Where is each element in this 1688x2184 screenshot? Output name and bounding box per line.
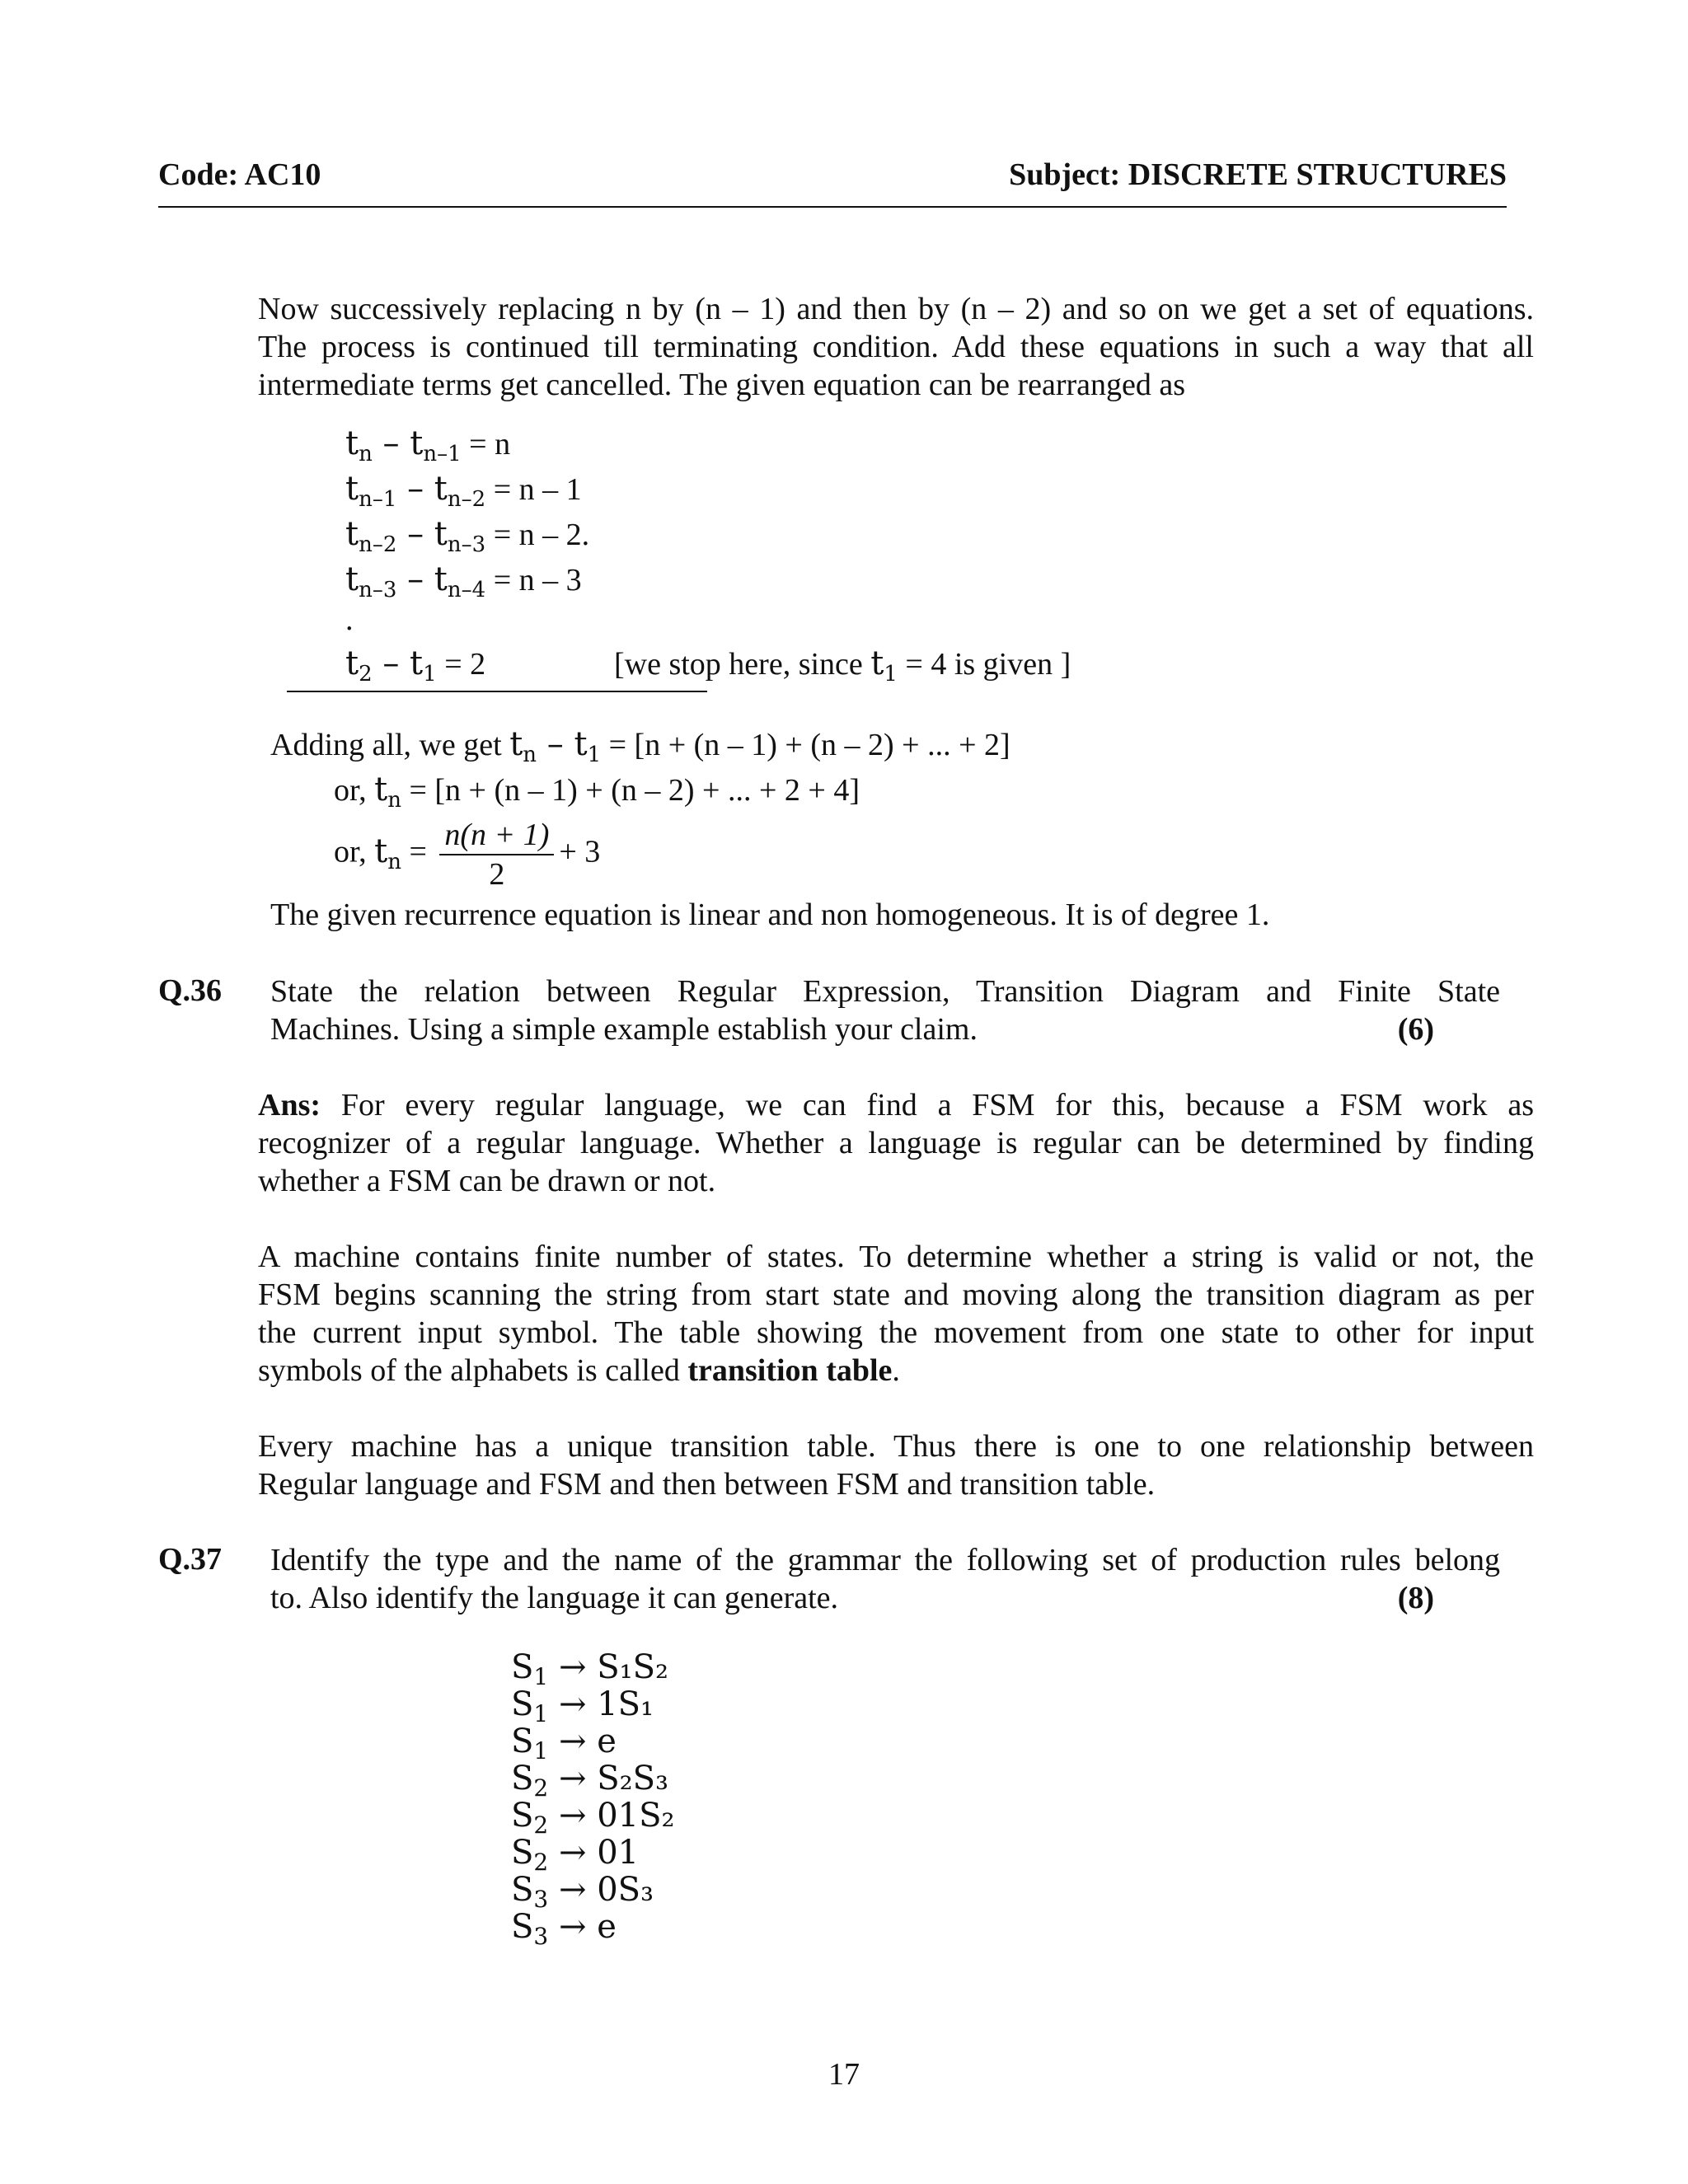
fraction-denominator: 2 [489, 857, 505, 892]
production-rhs: e [597, 1908, 617, 1946]
or-line-2: or, $t_n$ = $\frac{n(n + 1)}{2}$ + 3 [334, 818, 601, 892]
answer-paragraph-2 [258, 1238, 1534, 1390]
production-rhs: 01 [597, 1834, 640, 1872]
question-36-text [270, 972, 1500, 1048]
answer-text: . [892, 1353, 900, 1388]
intro-line: Now successively replacing n by (n – 1) and then by (n – 2) and so on we get a set of equations. [258, 292, 1534, 326]
question-line: Machines. Using a simple example establish your claim. [270, 1012, 978, 1047]
production-rule: $S_3 \to 0S_3$ [511, 1871, 654, 1913]
answer-line: Every machine has a unique transition table. Thus there is one to one relationship between [258, 1429, 1534, 1464]
lhs-index: 2 [533, 1849, 549, 1876]
header-code: Code: AC10 [158, 157, 321, 192]
fraction [439, 816, 554, 893]
intro-paragraph [258, 290, 1534, 404]
equation-rhs: = n – 3 [493, 563, 582, 598]
question-number: Q.37 [158, 1542, 223, 1577]
answer-line: whether a FSM can be drawn or not. [258, 1164, 716, 1198]
adding-rhs: = [n + (n – 1) + (n – 2) + ... + 2] [601, 728, 1010, 762]
answer-line: FSM begins scanning the string from start state and moving along the transition diagram as per [258, 1277, 1534, 1312]
lhs-index: 1 [533, 1663, 549, 1690]
production-rule: $S_2 \to S_2S_3$ [511, 1760, 669, 1802]
equation-rhs: = n [469, 427, 511, 462]
lhs-index: 2 [533, 1811, 549, 1839]
production-rhs: 0S₃ [597, 1871, 654, 1909]
question-37-text [270, 1541, 1500, 1617]
sum-line [287, 691, 707, 692]
or-prefix: or, [334, 834, 375, 869]
equation-rhs: = n – 1 [493, 472, 582, 507]
production-rule: $S_1 \to 1S_1$ [511, 1685, 654, 1727]
adding-prefix: Adding all, we get [270, 728, 510, 762]
or-rhs: = [n + (n – 1) + (n – 2) + ... + 2 + 4] [401, 773, 860, 808]
fraction-tail: + 3 [559, 834, 601, 869]
question-line: Identify the type and the name of the grammar the following set of production rules belong [270, 1543, 1500, 1577]
equation-2: $t_{n-1} - t_{n-2} = n - 1$ [345, 470, 582, 512]
lhs-index: 3 [533, 1923, 549, 1950]
production-rhs: 01S₂ [597, 1797, 675, 1835]
question-marks: (6) [1397, 1012, 1434, 1047]
question-line: to. Also identify the language it can generate. [270, 1581, 839, 1615]
answer-line: A machine contains finite number of states. To determine whether a string is valid or not, the [258, 1240, 1534, 1274]
intro-line: The process is continued till terminating condition. Add these equations in such a way that all [258, 330, 1534, 364]
or-prefix: or, [334, 773, 375, 808]
note-end: = 4 is given ] [897, 647, 1071, 682]
page-number: 17 [828, 2057, 860, 2092]
equation-rhs: = n – 2. [493, 518, 590, 552]
production-rhs: e [597, 1722, 617, 1760]
equation-5: $t_2 - t_1 = 2$ [345, 644, 486, 687]
production-rhs: S₂S₃ [597, 1760, 669, 1797]
intro-line: intermediate terms get cancelled. The given equation can be rearranged as [258, 368, 1186, 402]
lhs-index: 3 [533, 1886, 549, 1913]
question-number: Q.36 [158, 973, 223, 1008]
answer-line: recognizer of a regular language. Whether a language is regular can be determined by finding [258, 1126, 1534, 1160]
equation-ellipsis: . [345, 602, 354, 637]
equation-note: [we stop here, since $t_1 = 4$ is given ] [614, 644, 1071, 687]
equation-3: $t_{n-2} - t_{n-3} = n - 2$. [345, 515, 590, 557]
equation-1: $t_n - t_{n-1} = n$ [345, 424, 511, 466]
lhs-index: 1 [533, 1737, 549, 1765]
answer-label: Ans: [258, 1088, 321, 1122]
production-rhs: 1S₁ [597, 1685, 654, 1723]
answer-paragraph-3 [258, 1427, 1534, 1503]
answer-line: the current input symbol. The table showing the movement from one state to other for input [258, 1315, 1534, 1350]
transition-table-term: transition table [687, 1353, 893, 1388]
equation-4: $t_{n-3} - t_{n-4} = n - 3$ [345, 560, 582, 602]
fraction-numerator: n(n + 1) [439, 816, 554, 855]
answer-line: Regular language and FSM and then between FSM and transition table. [258, 1467, 1156, 1502]
answer-text: symbols of the alphabets is called [258, 1353, 688, 1388]
production-rule: $S_2 \to 01$ [511, 1834, 640, 1876]
question-marks: (8) [1397, 1581, 1434, 1615]
adding-all-line: Adding all, we get $t_n - t_1 = [n + (n - 1) + (n - 2)$ + ... + 2] [270, 725, 1010, 767]
or-equals: = [401, 834, 427, 869]
equation-rhs: = 2 [444, 647, 486, 682]
lhs-index: 2 [533, 1774, 549, 1802]
note-start: [we stop here, since [614, 647, 871, 682]
or-line-1: or, $t_n = [n + (n - 1) + (n - 2)$ + ... + 2 + 4] [334, 771, 860, 813]
production-rule: $S_1 \to e$ [511, 1722, 617, 1765]
answer-text: For every regular language, we can find a FSM for this, because a FSM work as [321, 1088, 1534, 1122]
production-rule: $S_3 \to e$ [511, 1908, 617, 1950]
production-rhs: S₁S₂ [597, 1648, 669, 1686]
answer-paragraph-1 [258, 1086, 1534, 1200]
header-rule [158, 206, 1507, 208]
lhs-index: 1 [533, 1700, 549, 1727]
production-rule: $S_1 \to S_1S_2$ [511, 1648, 669, 1690]
production-rule: $S_2 \to 01S_2$ [511, 1797, 675, 1839]
question-line: State the relation between Regular Expression, Transition Diagram and Finite State [270, 974, 1500, 1009]
conclusion-line: The given recurrence equation is linear and non homogeneous. It is of degree 1. [270, 898, 1270, 932]
header-subject: Subject: DISCRETE STRUCTURES [1009, 157, 1507, 192]
